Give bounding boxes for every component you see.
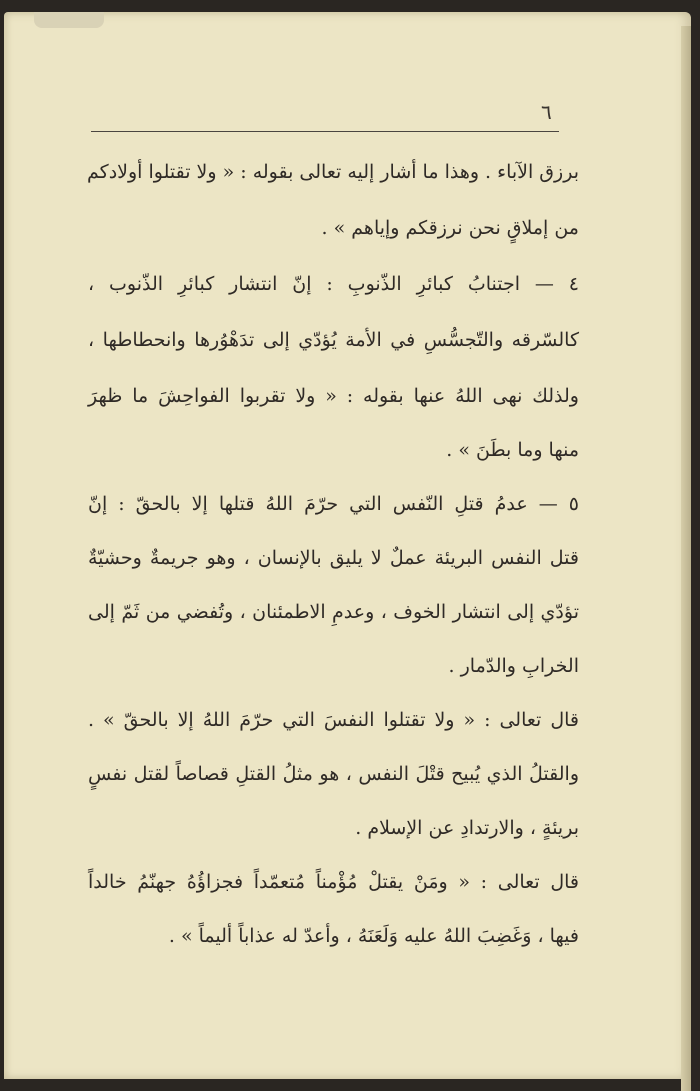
header-rule bbox=[91, 131, 559, 132]
text-line: منها وما بطَنَ » . bbox=[446, 439, 579, 461]
text-line: تؤدّي إلى انتشار الخوف ، وعدمِ الاطمئنان ، وتُفضي من ثَمّ إلى bbox=[88, 601, 579, 623]
text-line: قال تعالى : « ولا تقتلوا النفسَ التي حرّمَ اللهُ إلا بالحقّ » . bbox=[88, 709, 579, 731]
text-line: والقتلُ الذي يُبيح قتْلَ النفس ، هو مثلُ القتلِ قصاصاً لقتل نفسٍ bbox=[88, 763, 579, 785]
text-line: كالسّرقه والتّجسُّسِ في الأمة يُؤدّي إلى تدَهْوُرها وانحطاطها ، bbox=[88, 329, 579, 351]
text-line: ولذلك نهى اللهُ عنها بقوله : « ولا تقربوا الفواحِشَ ما ظهرَ bbox=[88, 385, 579, 407]
page-tab-decoration bbox=[34, 12, 104, 28]
text-line: برزق الآباء . وهذا ما أشار إليه تعالى بقوله : « ولا تقتلوا أولادكم bbox=[87, 161, 579, 183]
text-line: من إملاقٍ نحن نرزقكم وإياهم » . bbox=[321, 217, 579, 239]
page-edge-shadow bbox=[681, 26, 691, 1091]
text-line: فيها ، وَغَضِبَ اللهُ عليه وَلَعَنَهُ ، وأعدّ له عذاباً أليماً » . bbox=[168, 925, 579, 947]
text-line: قال تعالى : « ومَنْ يقتلْ مُؤْمناً مُتعمّداً فجزاؤُهُ جهنّمُ خالداً bbox=[88, 871, 579, 893]
text-line: ٤ — اجتنابُ كبائرِ الذّنوبِ : إنّ انتشار كبائرِ الذّنوب ، bbox=[88, 273, 579, 295]
text-line: بريئةٍ ، والارتدادِ عن الإسلام . bbox=[355, 817, 579, 839]
text-line: ٥ — عدمُ قتلِ النّفس التي حرّمَ اللهُ قتلها إلا بالحقّ : إنّ bbox=[88, 493, 579, 515]
page-number: ٦ bbox=[541, 100, 552, 124]
text-line: الخرابِ والدّمار . bbox=[448, 655, 579, 677]
text-line: قتل النفس البريئة عملٌ لا يليق بالإنسان ، وهو جريمةٌ وحشيّةٌ bbox=[88, 547, 579, 569]
book-page bbox=[4, 12, 691, 1079]
